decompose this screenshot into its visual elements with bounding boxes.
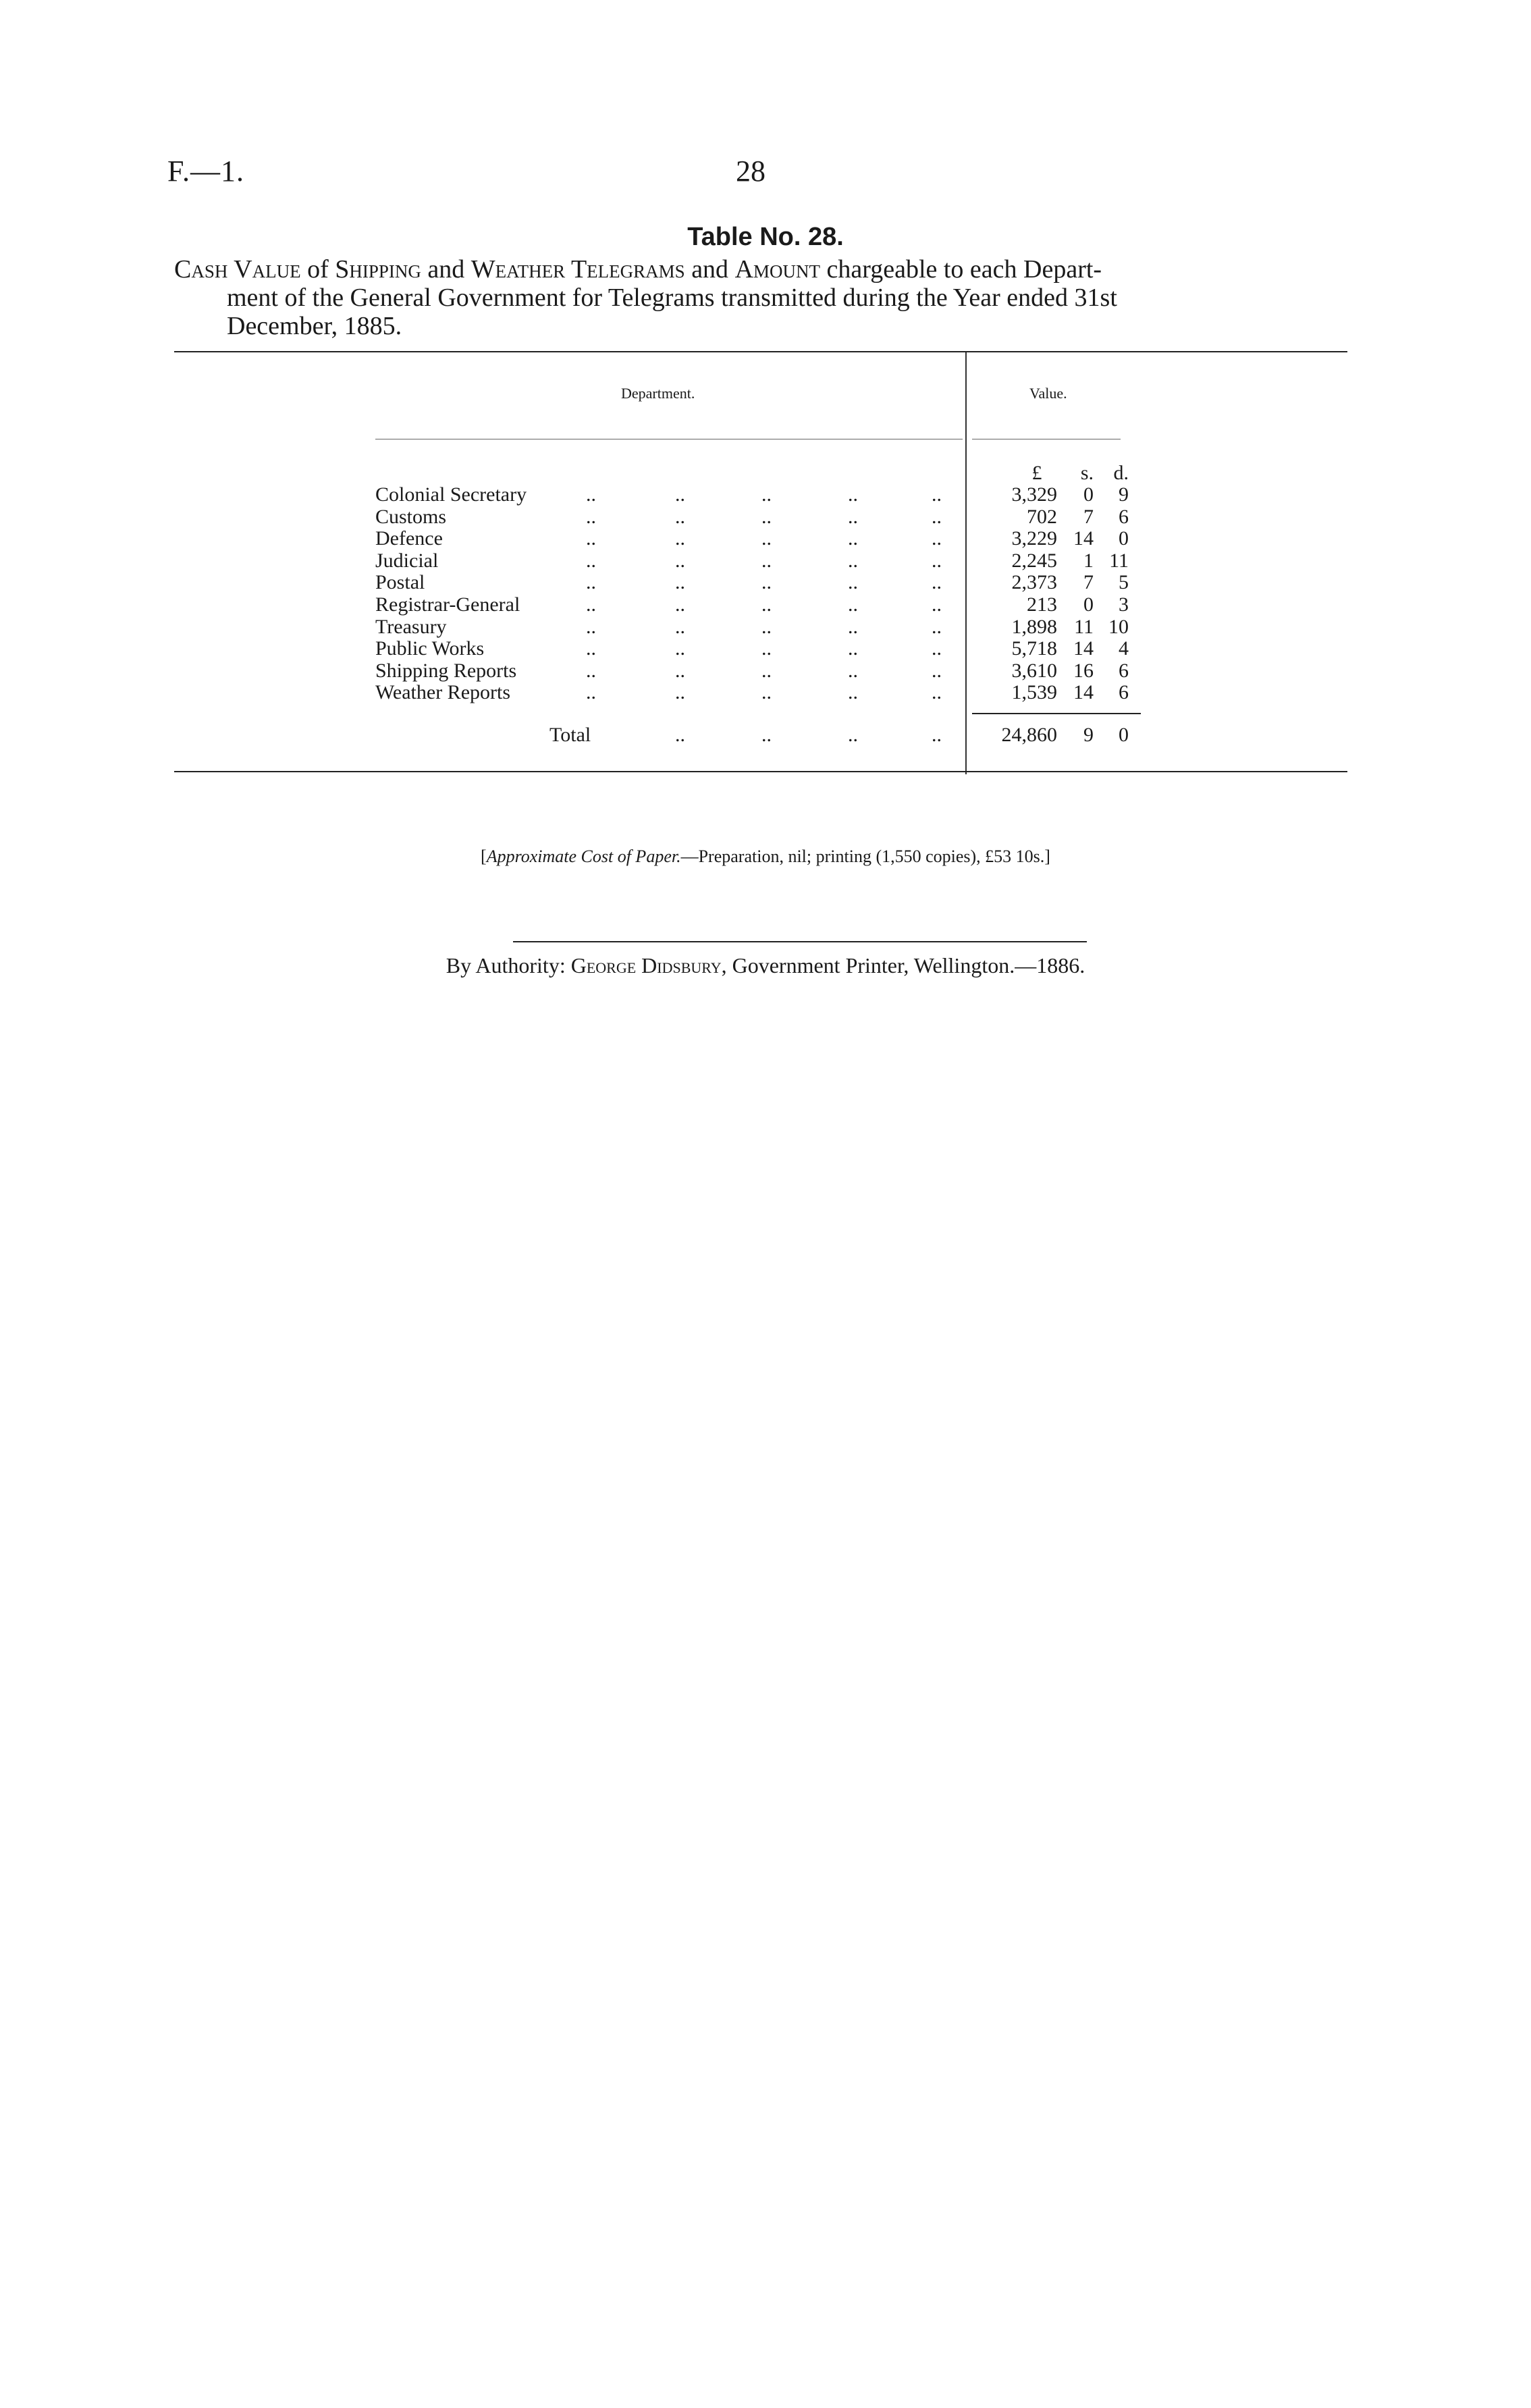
leader-dots: .. (675, 571, 685, 594)
value-pence: 0 (1119, 527, 1129, 550)
leader-dots: .. (761, 483, 772, 506)
leader-dots: .. (932, 681, 942, 704)
leader-dots: .. (761, 505, 772, 528)
units-row (0, 462, 1531, 484)
value-pounds: 5,718 (1011, 637, 1057, 660)
value-shillings: 7 (1083, 571, 1094, 594)
leader-dots: .. (675, 659, 685, 682)
leader-dots: .. (848, 724, 858, 746)
value-shillings: 0 (1083, 483, 1094, 506)
leader-dots: .. (586, 615, 596, 638)
department-name: Registrar-General (375, 593, 520, 616)
value-pence: 5 (1119, 571, 1129, 594)
department-name: Weather Reports (375, 681, 511, 704)
table-row (0, 506, 1531, 528)
leader-dots: .. (675, 483, 685, 506)
caption-part: Cash Value (174, 255, 301, 284)
leader-dots: .. (675, 637, 685, 660)
value-shillings: 1 (1083, 549, 1094, 572)
leader-dots: .. (761, 593, 772, 616)
leader-dots: .. (586, 505, 596, 528)
leader-dots: .. (761, 549, 772, 572)
value-pounds: 213 (1027, 593, 1057, 616)
authority-suffix: , Government Printer, Wellington.—1886. (721, 953, 1085, 978)
leader-dots: .. (848, 659, 858, 682)
leader-dots: .. (675, 593, 685, 616)
leader-dots: .. (932, 571, 942, 594)
leader-dots: .. (586, 549, 596, 572)
leader-dots: .. (848, 505, 858, 528)
column-header-department: Department. (621, 385, 695, 402)
leader-dots: .. (932, 637, 942, 660)
value-shillings: 0 (1083, 593, 1094, 616)
caption-part: Weather Telegrams (471, 255, 685, 284)
total-pounds: 24,860 (1001, 724, 1057, 746)
cost-note: [Approximate Cost of Paper.—Preparation, nil; printing (1,550 copies), £53 10s.] (481, 847, 1050, 866)
table-bottom-rule (174, 771, 1347, 772)
total-row (0, 724, 1531, 746)
leader-dots: .. (848, 549, 858, 572)
leader-dots: .. (761, 527, 772, 550)
leader-dots: .. (848, 571, 858, 594)
total-shillings: 9 (1083, 724, 1094, 746)
value-pounds: 3,229 (1011, 527, 1057, 550)
leader-dots: .. (675, 549, 685, 572)
unit-pence: d. (1113, 462, 1129, 484)
value-shillings: 14 (1073, 681, 1094, 704)
value-pence: 10 (1108, 615, 1129, 638)
column-header-value: Value. (1029, 385, 1067, 402)
leader-dots: .. (932, 505, 942, 528)
leader-dots: .. (932, 527, 942, 550)
value-pounds: 1,539 (1011, 681, 1057, 704)
department-name: Judicial (375, 549, 439, 572)
value-pounds: 2,373 (1011, 571, 1057, 594)
leader-dots: .. (848, 615, 858, 638)
leader-dots: .. (848, 483, 858, 506)
department-name: Customs (375, 505, 447, 528)
subtotal-rule (972, 713, 1141, 714)
leader-dots: .. (848, 681, 858, 704)
value-pence: 4 (1119, 637, 1129, 660)
leader-dots: .. (848, 637, 858, 660)
department-name: Defence (375, 527, 443, 550)
caption-part: Shipping (335, 255, 421, 284)
leader-dots: .. (761, 571, 772, 594)
total-label: Total (549, 724, 591, 746)
leader-dots: .. (932, 483, 942, 506)
value-shillings: 14 (1073, 637, 1094, 660)
leader-dots: .. (761, 681, 772, 704)
value-pence: 6 (1119, 659, 1129, 682)
caption-line-2: ment of the General Government for Telegrams transmitted during the Year ended 31st (227, 284, 1117, 312)
authority-prefix: By Authority: (446, 953, 571, 978)
caption-part: and (684, 255, 735, 284)
table-row (0, 681, 1531, 703)
leader-dots: .. (586, 681, 596, 704)
leader-dots: .. (761, 637, 772, 660)
page-number: 28 (736, 155, 766, 188)
leader-dots: .. (932, 615, 942, 638)
cost-label: Approximate Cost of Paper. (486, 847, 681, 866)
footer-rule (513, 941, 1087, 942)
leader-dots: .. (932, 659, 942, 682)
caption-part: chargeable to each Depart- (820, 255, 1102, 284)
leader-dots: .. (586, 571, 596, 594)
department-name: Public Works (375, 637, 485, 660)
department-name: Colonial Secretary (375, 483, 527, 506)
caption-part: of (300, 255, 335, 284)
leader-dots: .. (675, 505, 685, 528)
cost-text: —Preparation, nil; printing (1,550 copies), £53 10s. (680, 847, 1045, 866)
leader-dots: .. (761, 724, 772, 746)
authority-line (0, 953, 1531, 978)
leader-dots: .. (932, 593, 942, 616)
leader-dots: .. (932, 549, 942, 572)
table-row (0, 593, 1531, 616)
department-name: Postal (375, 571, 425, 594)
value-pounds: 3,329 (1011, 483, 1057, 506)
leader-dots: .. (586, 527, 596, 550)
leader-dots: .. (761, 615, 772, 638)
table-caption (174, 255, 1347, 340)
leader-dots: .. (586, 483, 596, 506)
caption-part: and (421, 255, 471, 284)
value-pence: 11 (1109, 549, 1129, 572)
value-shillings: 14 (1073, 527, 1094, 550)
value-shillings: 16 (1073, 659, 1094, 682)
value-pence: 6 (1119, 505, 1129, 528)
value-pounds: 1,898 (1011, 615, 1057, 638)
document-reference: F.—1. (167, 155, 244, 188)
leader-dots: .. (675, 527, 685, 550)
value-pounds: 702 (1027, 505, 1057, 528)
leader-dots: .. (932, 724, 942, 746)
table-row (0, 637, 1531, 660)
leader-dots: .. (675, 724, 685, 746)
value-pounds: 3,610 (1011, 659, 1057, 682)
table-row (0, 660, 1531, 682)
leader-dots: .. (586, 659, 596, 682)
leader-dots: .. (848, 593, 858, 616)
value-shillings: 11 (1074, 615, 1094, 638)
value-shillings: 7 (1083, 505, 1094, 528)
leader-dots: .. (761, 659, 772, 682)
department-name: Treasury (375, 615, 447, 638)
table-title: Table No. 28. (687, 223, 844, 251)
table-row (0, 483, 1531, 506)
table-row (0, 571, 1531, 593)
unit-pounds: £ (1031, 462, 1042, 484)
leader-dots: .. (848, 527, 858, 550)
value-pence: 3 (1119, 593, 1129, 616)
leader-dots: .. (586, 593, 596, 616)
unit-shillings: s. (1080, 462, 1094, 484)
caption-line-3: December, 1885. (227, 312, 402, 340)
printer-name: George Didsbury (570, 953, 722, 978)
table-row (0, 616, 1531, 638)
caption-part: Amount (734, 255, 821, 284)
table-row (0, 527, 1531, 550)
department-name: Shipping Reports (375, 659, 517, 682)
table-row (0, 550, 1531, 572)
leader-dots: .. (586, 637, 596, 660)
leader-dots: .. (675, 681, 685, 704)
value-pence: 6 (1119, 681, 1129, 704)
leader-dots: .. (675, 615, 685, 638)
table-top-rule (174, 351, 1347, 352)
total-pence: 0 (1119, 724, 1129, 746)
value-pounds: 2,245 (1011, 549, 1057, 572)
value-pence: 9 (1119, 483, 1129, 506)
